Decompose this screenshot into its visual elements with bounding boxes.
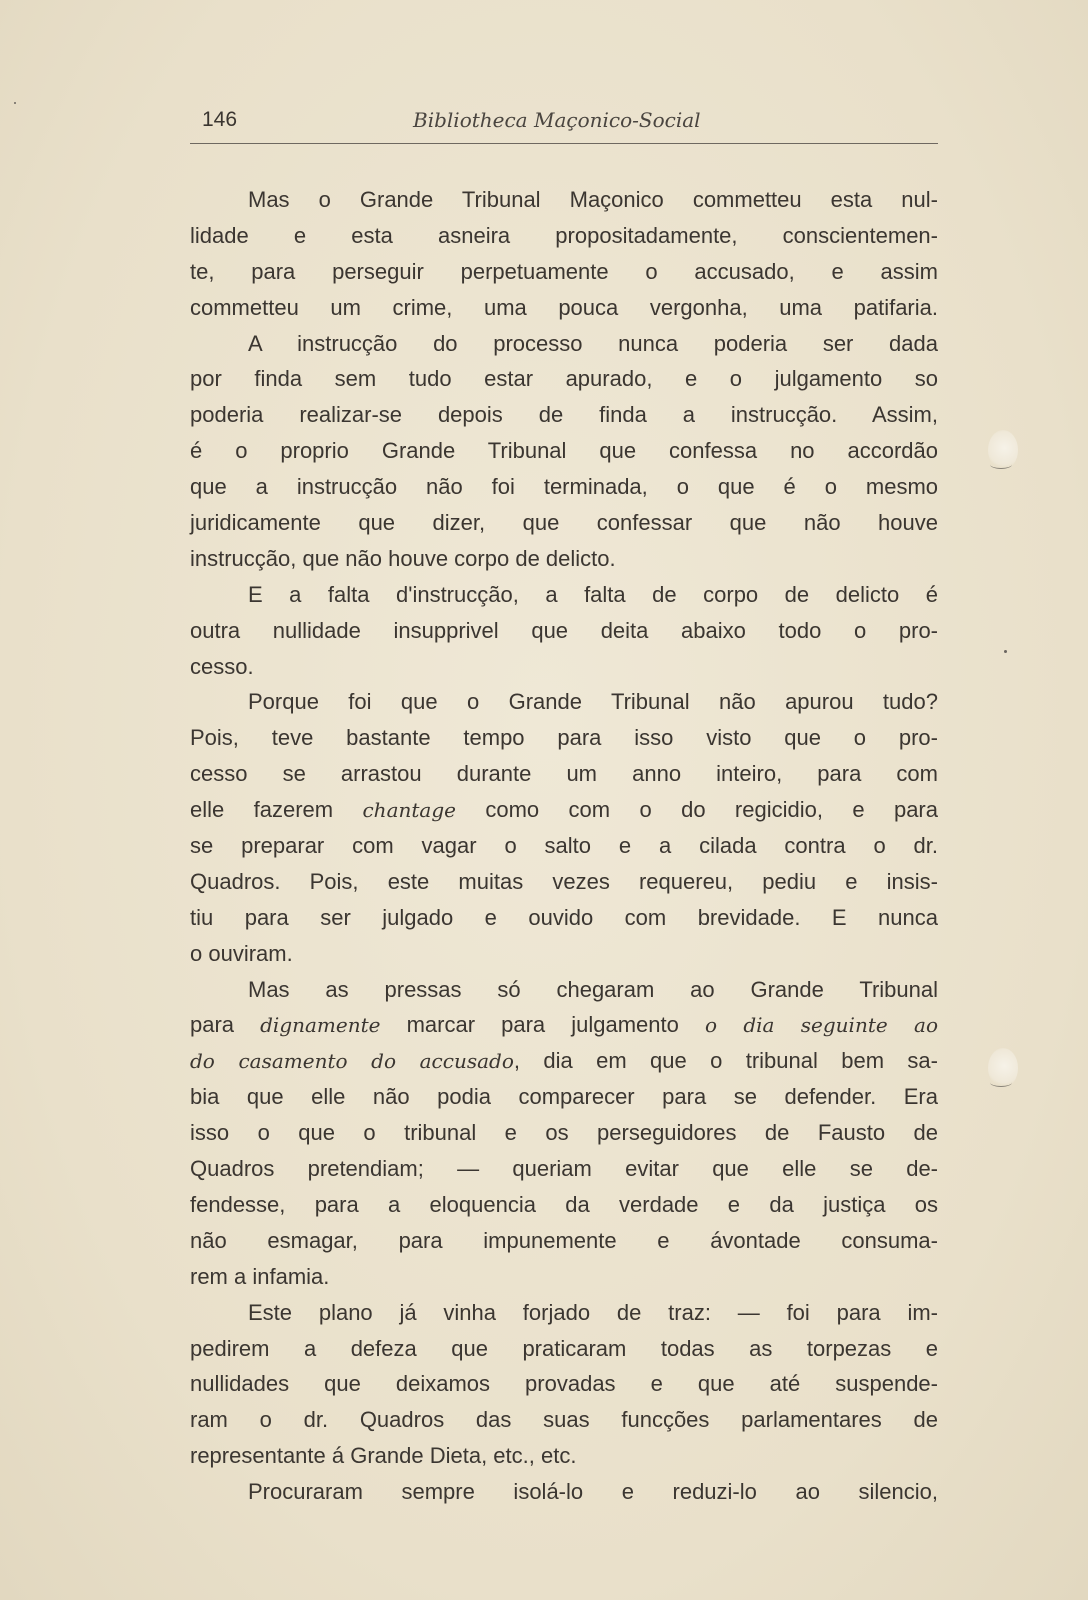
italic-term: do casamento do accusado bbox=[190, 1049, 514, 1074]
header-rule bbox=[190, 143, 938, 144]
text-line: se preparar com vagar o salto e a cilada contra o dr. bbox=[190, 833, 938, 859]
text-line: é o proprio Grande Tribunal que confessa no accordão bbox=[190, 438, 938, 464]
text-line: tiu para ser julgado e ouvido com brevidade. E nunca bbox=[190, 904, 938, 930]
text-line: nullidades que deixamos provadas e que até suspende- bbox=[190, 1371, 938, 1397]
text-line: Porque foi que o Grande Tribunal não apurou tudo? bbox=[248, 689, 938, 715]
text-line: não esmagar, para impunemente e ávontade consuma- bbox=[190, 1227, 938, 1253]
italic-term: o dia seguinte ao bbox=[704, 1013, 938, 1038]
text-line: te, para perseguir perpetuamente o accusado, e assim bbox=[190, 258, 938, 284]
paper-speck bbox=[14, 102, 16, 104]
text-segment: elle fazerem bbox=[190, 797, 363, 823]
page-header bbox=[190, 104, 938, 138]
text-line: que a instrucção não foi terminada, o que é o mesmo bbox=[190, 474, 938, 500]
text-line: Mas o Grande Tribunal Maçonico commetteu esta nul- bbox=[248, 187, 938, 212]
body-text bbox=[190, 182, 938, 1510]
text-line: rem a infamia. bbox=[190, 1263, 330, 1289]
text-line: Quadros pretendiam; — queriam evitar que elle se de- bbox=[190, 1156, 938, 1182]
italic-term: dignamente bbox=[260, 1013, 381, 1038]
text-line: cesso. bbox=[190, 653, 254, 679]
paper-speck bbox=[1004, 650, 1007, 653]
text-line: E a falta d'instrucção, a falta de corpo de delicto é bbox=[248, 581, 938, 607]
text-line: por finda sem tudo estar apurado, e o julgamento so bbox=[190, 366, 938, 392]
text-line: lidade e esta asneira propositadamente, conscientemen- bbox=[190, 222, 938, 248]
text-line: representante á Grande Dieta, etc., etc. bbox=[190, 1443, 577, 1469]
binding-hole-mark bbox=[988, 430, 1018, 470]
text-line: Procuraram sempre isolá-lo e reduzi-lo ao silencio, bbox=[248, 1479, 938, 1505]
text-segment: para bbox=[190, 1012, 261, 1038]
text-line: juridicamente que dizer, que confessar que não houve bbox=[190, 510, 938, 536]
text-line: fendesse, para a eloquencia da verdade e da justiça os bbox=[190, 1191, 938, 1217]
text-segment: , dia em que o tribunal bem sa- bbox=[513, 1048, 938, 1074]
text-line: outra nullidade insupprivel que deita abaixo todo o pro- bbox=[190, 617, 938, 643]
text-line: cesso se arrastou durante um anno inteiro, para com bbox=[190, 761, 938, 787]
text-line: Mas as pressas só chegaram ao Grande Tribunal bbox=[248, 976, 938, 1002]
text-line: Este plano já vinha forjado de traz: — foi para im- bbox=[248, 1299, 938, 1325]
binding-hole-mark bbox=[988, 1048, 1018, 1088]
text-segment: marcar para julgamento bbox=[380, 1012, 705, 1038]
text-line: instrucção, que não houve corpo de delicto. bbox=[190, 545, 616, 571]
text-line: Pois, teve bastante tempo para isso visto que o pro- bbox=[190, 725, 938, 751]
text-line: poderia realizar-se depois de finda a instrucção. Assim, bbox=[190, 402, 938, 428]
running-title: Bibliotheca Maçonico-Social bbox=[413, 108, 701, 132]
text-line bbox=[190, 1043, 938, 1079]
text-line: pedirem a defeza que praticaram todas as torpezas e bbox=[190, 1335, 938, 1361]
italic-term: chantage bbox=[362, 798, 456, 823]
text-line bbox=[190, 1007, 938, 1043]
text-line: isso o que o tribunal e os perseguidores de Fausto de bbox=[190, 1120, 938, 1146]
text-line: bia que elle não podia comparecer para se defender. Era bbox=[190, 1084, 938, 1110]
page-number: 146 bbox=[202, 108, 238, 131]
text-line: o ouviram. bbox=[190, 940, 293, 966]
text-line: commetteu um crime, uma pouca vergonha, uma patifaria. bbox=[190, 294, 938, 320]
text-line: ram o dr. Quadros das suas funcções parlamentares de bbox=[190, 1407, 938, 1433]
text-segment: como com o do regicidio, e para bbox=[455, 797, 938, 823]
text-line: Quadros. Pois, este muitas vezes requereu, pediu e insis- bbox=[190, 868, 938, 894]
text-line: A instrucção do processo nunca poderia ser dada bbox=[248, 330, 938, 356]
text-line bbox=[190, 792, 938, 828]
